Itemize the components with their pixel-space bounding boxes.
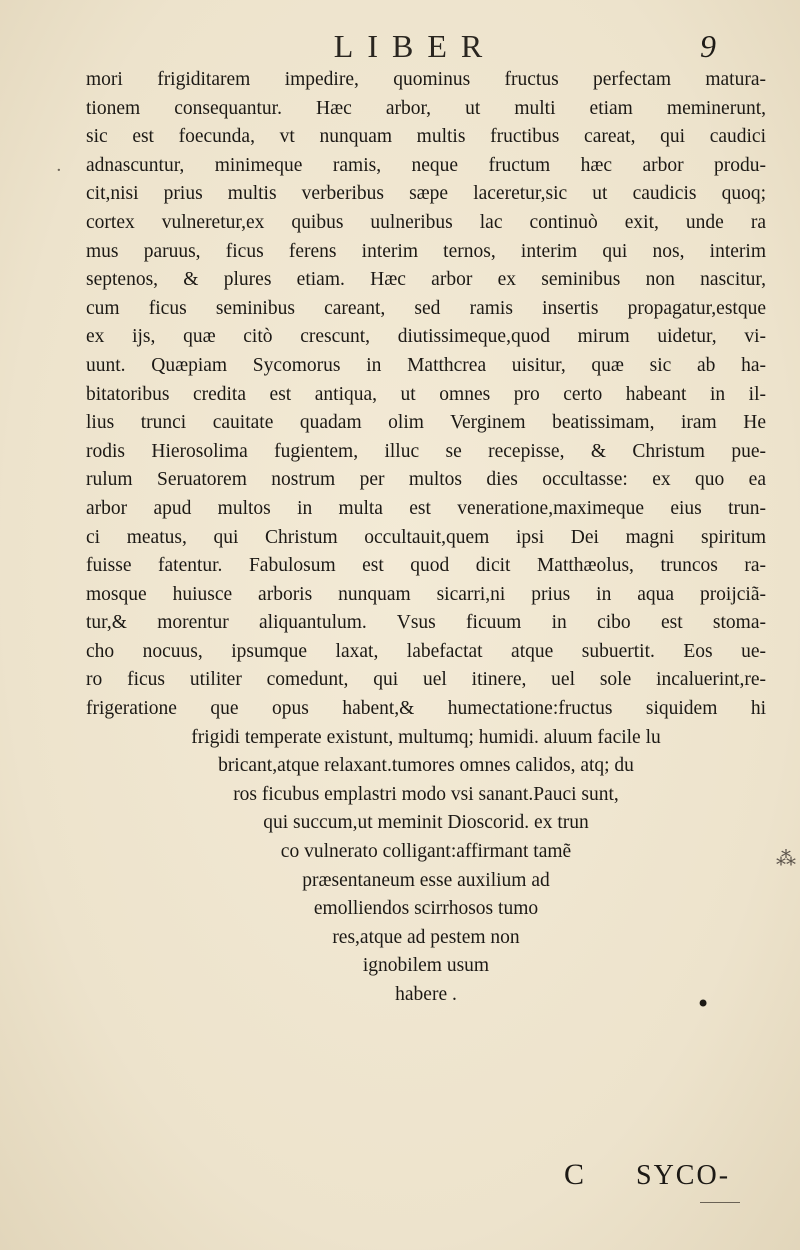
text-line: sic est foecunda, vt nunquam multis fructibus careat, qui caudici bbox=[86, 126, 766, 148]
taper-line: habere . bbox=[395, 984, 457, 1005]
text-line: cortex vulneretur,ex quibus uulneribus lac continuò exit, unde ra bbox=[86, 211, 766, 233]
text-line: cho nocuus, ipsumque laxat, labefactat atque subuertit. Eos ue- bbox=[86, 640, 766, 662]
text-line: mori frigiditarem impedire, quominus fructus perfectam matura- bbox=[86, 69, 766, 90]
taper-line: præsentaneum esse auxilium ad bbox=[302, 869, 550, 891]
margin-mark-icon: ⁂ bbox=[776, 846, 796, 870]
signature-mark: C bbox=[564, 1158, 585, 1191]
taper-line: bricant,atque relaxant.tumores omnes calidos, atq; du bbox=[218, 755, 634, 777]
catchword: SYCO- bbox=[636, 1160, 731, 1191]
page-header bbox=[0, 24, 800, 68]
taper-line: emolliendos scirrhosos tumo bbox=[313, 898, 539, 920]
text-line: uunt. Quæpiam Sycomorus in Matthcrea uisitur, quæ sic ab ha- bbox=[86, 354, 766, 376]
running-head: LIBER bbox=[333, 28, 497, 64]
text-line: bitatoribus credita est antiqua, ut omnes pro certo habeant in il- bbox=[86, 383, 766, 405]
taper-line: frigidi temperate existunt, multumq; humidi. aluum facile lu bbox=[191, 726, 661, 748]
text-line: rulum Seruatorem nostrum per multos dies occultasse: ex quo ea bbox=[86, 469, 766, 491]
margin-mark-icon: · bbox=[56, 160, 62, 181]
text-line: ex ijs, quæ citò crescunt, diutissimeque,quod mirum uidetur, vi- bbox=[86, 326, 766, 348]
text-line: arbor apud multos in multa est veneratione,maximeque eius trun- bbox=[86, 497, 766, 519]
text-line: cum ficus seminibus careant, sed ramis insertis propagatur,estque bbox=[86, 297, 766, 319]
text-line: cit,nisi prius multis verberibus sæpe laceretur,sic ut caudicis quoq; bbox=[86, 183, 766, 205]
page-footer bbox=[560, 1158, 740, 1198]
body-text bbox=[86, 66, 766, 1010]
text-line: adnascuntur, minimeque ramis, neque fructum hæc arbor produ- bbox=[86, 154, 766, 176]
text-line: rodis Hierosolima fugientem, illuc se recepisse, & Christum pue- bbox=[86, 440, 766, 462]
text-line: ro ficus utiliter comedunt, qui uel itinere, uel sole incaluerint,re- bbox=[86, 669, 766, 691]
taper-line: res,atque ad pestem non bbox=[332, 926, 520, 948]
text-line: ci meatus, qui Christum occultauit,quem ipsi Dei magni spiritum bbox=[86, 526, 766, 548]
text-line: fuisse fatentur. Fabulosum est quod dicit Matthæolus, truncos ra- bbox=[86, 555, 766, 577]
text-line: frigeratione que opus habent,& humectatione:fructus siquidem hi bbox=[86, 698, 766, 720]
text-line: tur,& morentur aliquantulum. Vsus ficuum in cibo est stoma- bbox=[86, 612, 766, 634]
taper-line: co vulnerato colligant:affirmant tamẽ bbox=[280, 841, 572, 863]
page-number: 9 bbox=[700, 28, 716, 64]
text-line: tionem consequantur. Hæc arbor, ut multi etiam meminerunt, bbox=[86, 97, 766, 119]
catchword-rule bbox=[700, 1202, 740, 1203]
text-line: lius trunci cauitate quadam olim Verginem beatissimam, iram He bbox=[86, 412, 766, 434]
text-line: mus paruus, ficus ferens interim ternos, interim qui nos, interim bbox=[86, 240, 766, 262]
ornament-dot-icon: • bbox=[696, 990, 711, 1018]
taper-line: ignobilem usum bbox=[362, 955, 490, 977]
taper-line: ros ficubus emplastri modo vsi sanant.Pauci sunt, bbox=[233, 783, 619, 805]
taper-line: qui succum,ut meminit Dioscorid. ex trun bbox=[263, 812, 589, 834]
text-line: mosque huiusce arboris nunquam sicarri,ni prius in aqua proijciã- bbox=[86, 583, 766, 605]
text-line: septenos, & plures etiam. Hæc arbor ex seminibus non nascitur, bbox=[86, 269, 766, 291]
